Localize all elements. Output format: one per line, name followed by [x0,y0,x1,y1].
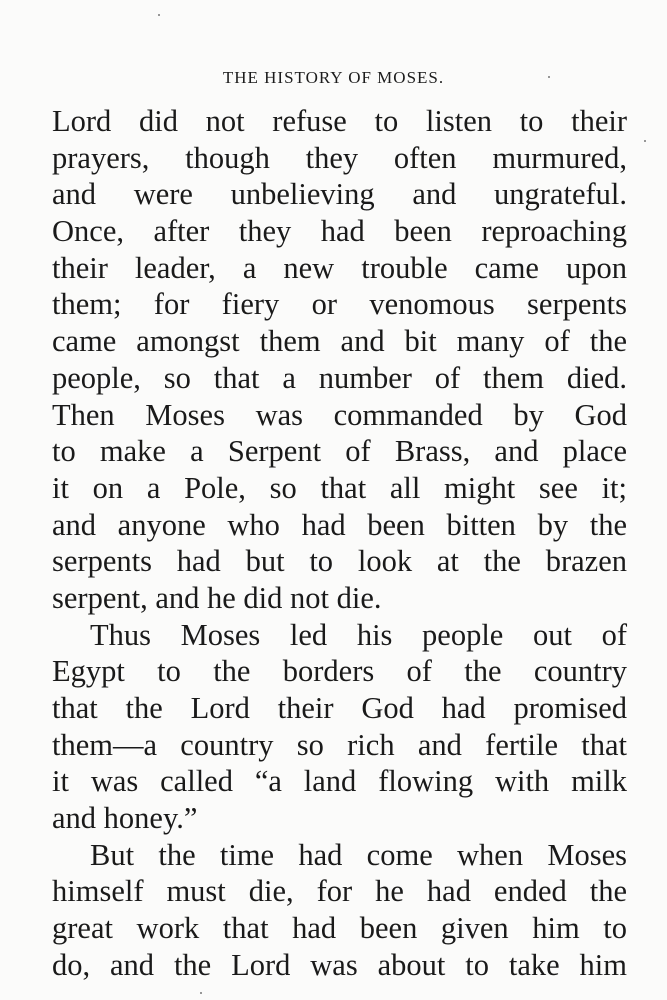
text-line: Lord did not refuse to listen to their [52,104,627,138]
text-line: people, so that a number of them died. [52,360,627,395]
text-line: their leader, a new trouble came upon [52,250,627,285]
text-line: serpent, and he did not die. [52,580,382,615]
text-line: and were unbelieving and ungrateful. [52,177,627,212]
text-line: them—a country so rich and fertile that [52,727,627,762]
text-line: it was called “a land flowing with milk [52,764,627,799]
body-text [52,103,627,984]
text-line: Thus Moses led his people out of [90,617,627,652]
text-line: do, and the Lord was about to take him [52,947,627,982]
print-speck [548,76,550,78]
text-line: it on a Pole, so that all might see it; [52,470,627,505]
text-line: to make a Serpent of Brass, and place [52,434,627,469]
running-header: THE HISTORY OF MOSES. [222,68,445,87]
text-line: great work that had been given him to [52,911,627,946]
text-line: Egypt to the borders of the country [52,654,627,689]
text-line: serpents had but to look at the brazen [52,544,627,579]
text-line: Once, after they had been reproaching [52,214,627,249]
text-line: them; for fiery or venomous serpents [52,287,627,322]
text-line: himself must die, for he had ended the [52,874,627,909]
text-line: and honey.” [52,801,198,836]
text-line: came amongst them and bit many of the [52,324,627,359]
print-speck [644,140,646,142]
text-line: But the time had come when Moses [90,837,627,872]
text-line: that the Lord their God had promised [52,691,627,725]
print-speck [158,14,160,16]
text-line: Then Moses was commanded by God [52,397,627,432]
text-line: prayers, though they often murmured, [52,140,627,175]
print-speck [200,992,202,994]
text-line: and anyone who had been bitten by the [52,507,627,542]
